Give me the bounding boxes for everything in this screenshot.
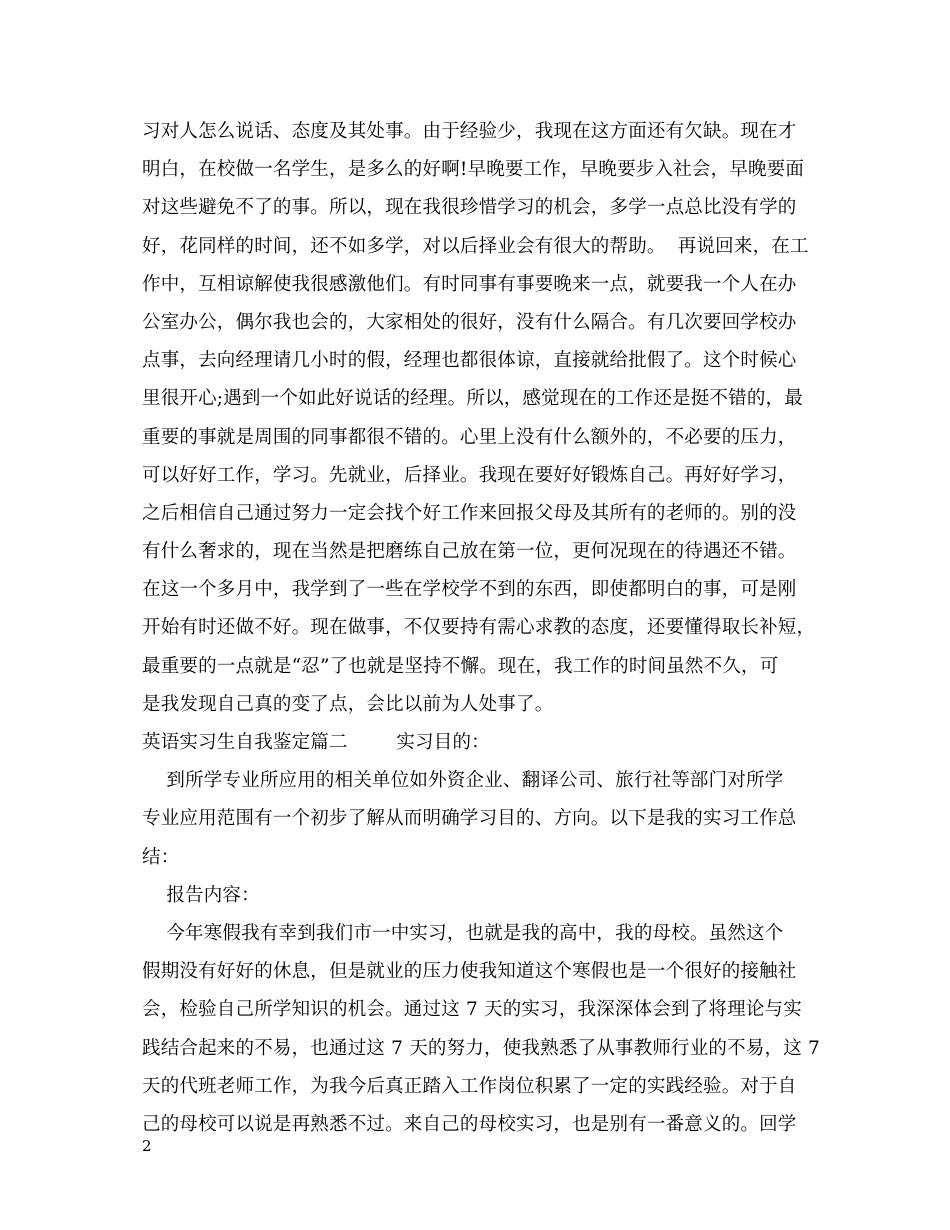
text-line: 好，花同样的时间，还不如多学，对以后择业会有很大的帮助。 再说回来，在工: [142, 235, 809, 257]
body-text: [142, 113, 822, 1144]
text-line: 报告内容：: [142, 884, 260, 906]
text-line: 假期没有好好的休息，但是就业的压力使我知道这个寒假也是一个很好的接触社: [142, 961, 797, 983]
text-line: 会，检验自己所学知识的机会。通过这 7 天的实习，我深深体会到了将理论与实: [142, 999, 802, 1021]
text-line: 重要的事就是周围的同事都很不错的。心里上没有什么额外的，不必要的压力，: [142, 426, 797, 448]
text-line: 对这些避免不了的事。所以，现在我很珍惜学习的机会，多学一点总比没有学的: [142, 197, 797, 219]
page-number: 2: [142, 1137, 152, 1155]
text-line: 专业应用范围有一个初步了解从而明确学习目的、方向。以下是我的实习工作总: [142, 808, 797, 830]
text-line: 最重要的一点就是“忍”了也就是坚持不懈。现在，我工作的时间虽然不久，可: [142, 655, 779, 677]
text-line: 明白，在校做一名学生，是多么的好啊!早晚要工作，早晚要步入社会，早晚要面: [142, 159, 805, 181]
text-line: 之后相信自己通过努力一定会找个好工作来回报父母及其所有的老师的。别的没: [142, 502, 797, 524]
text-line: 今年寒假我有幸到我们市一中实习，也就是我的高中，我的母校。虽然这个: [142, 922, 784, 944]
text-line: 里很开心;遇到一个如此好说话的经理。所以，感觉现在的工作还是挺不错的，最: [142, 388, 803, 410]
text-line: 结：: [142, 846, 180, 868]
text-line: 作中，互相谅解使我很感激他们。有时同事有事要晚来一点，就要我一个人在办: [142, 273, 797, 295]
text-line: 有什么奢求的，现在当然是把磨练自己放在第一位，更何况现在的待遇还不错。: [142, 541, 797, 563]
text-line: 开始有时还做不好。现在做事，不仅要持有需心求教的态度，还要懂得取长补短，: [142, 617, 816, 639]
text-line: 在这一个多月中，我学到了一些在学校学不到的东西，即使都明白的事，可是刚: [142, 579, 797, 601]
text-line: 天的代班老师工作，为我今后真正踏入工作岗位积累了一定的实践经验。对于自: [142, 1075, 797, 1097]
text-line: 可以好好工作，学习。先就业，后择业。我现在要好好锻炼自己。再好好学习，: [142, 464, 797, 486]
text-line: 己的母校可以说是再熟悉不过。来自己的母校实习，也是别有一番意义的。回学: [142, 1113, 797, 1135]
text-line: 践结合起来的不易，也通过这 7 天的努力，使我熟悉了从事教师行业的不易，这 7: [142, 1037, 820, 1059]
text-line: 到所学专业所应用的相关单位如外资企业、翻译公司、旅行社等部门对所学: [142, 770, 784, 792]
text-line: 是我发现自己真的变了点，会比以前为人处事了。: [142, 693, 554, 715]
text-line: 公室办公，偶尔我也会的，大家相处的很好，没有什么隔合。有几次要回学校办: [142, 311, 797, 333]
text-line: 点事，去向经理请几小时的假，经理也都很体谅，直接就给批假了。这个时候心: [142, 350, 797, 372]
text-line: 英语实习生自我鉴定篇二 实习目的：: [142, 732, 490, 753]
text-line: 习对人怎么说话、态度及其处事。由于经验少，我现在这方面还有欠缺。现在才: [142, 121, 797, 142]
